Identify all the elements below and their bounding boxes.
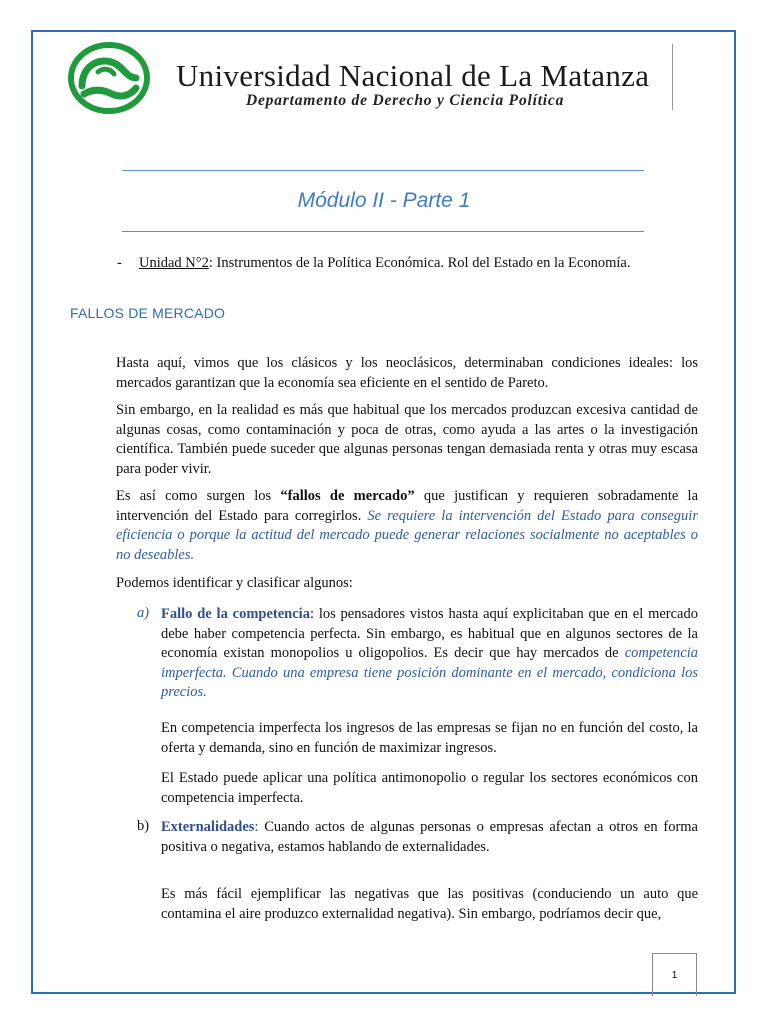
paragraph-3-emphasis: Se requiere la intervención del Estado para conseguir eficiencia o porque la actitud del mercado puede generar relaciones socialmente no aceptables o no deseables. [116, 507, 698, 563]
item-a-marker: a) [137, 605, 150, 621]
item-a-text-1: : los pensadores vistos hasta aquí explicitaban que en el mercado debe haber competencia perfecta. Sin embargo, es habitual que en algunos sectores de la economía existan monopolios u oligopolios. Es decir que hay mercados de [161, 606, 698, 661]
page-number: 1 [652, 953, 697, 996]
item-b-paragraph [161, 818, 698, 857]
item-a-text-2: . [223, 664, 232, 681]
paragraph-3-text-a: Es así como surgen los [116, 488, 281, 504]
paragraph-4: Podemos identificar y clasificar algunos: [116, 575, 353, 591]
unit-line [117, 255, 630, 272]
fallos-de-mercado-term: “fallos de mercado” [280, 488, 415, 504]
paragraph-1: Hasta aquí, vimos que los clásicos y los neoclásicos, determinaban condiciones ideales: los mercados garantizan que la economía sea eficiente en el sentido de Pareto. [116, 355, 698, 391]
paragraph-3-text-b: que justifican y requieren sobradamente la intervención del Estado para corregirlos. [116, 488, 699, 524]
item-b-marker: b) [137, 818, 150, 834]
paragraph-3 [116, 487, 698, 565]
item-a-title: Fallo de la competencia [161, 606, 310, 622]
item-a-emphasis-2: Cuando una empresa tiene posición dominante en el mercado, condiciona los precios. [161, 664, 698, 700]
item-a-paragraph [161, 605, 698, 703]
module-title: Módulo II - Parte 1 [297, 189, 471, 212]
paragraph-2: Sin embargo, en la realidad es más que habitual que los mercados produzcan excesiva cantidad de algunas cosas, como contaminación y poca de otras, como ayuda a las artes o la investigación científica. También puede suceder que algunas personas tengan demasiada renta y otras muy escasa para poder vivir. [116, 402, 698, 477]
university-name: Universidad Nacional de La Matanza [176, 58, 650, 93]
university-logo-icon [68, 42, 150, 114]
department-name: Departamento de Derecho y Ciencia Política [246, 92, 565, 109]
unit-bullet: - [117, 255, 122, 271]
item-b-paragraph-2: Es más fácil ejemplificar las negativas que las positivas (conduciendo un auto que contamina el aire produzco externalidad negativa). Sin embargo, podríamos decir que, [161, 886, 698, 922]
item-b-text-1: Cuando actos de algunas personas o empresas afectan a otros en forma positiva o negativa, estamos hablando de externalidades. [161, 819, 698, 855]
section-heading: FALLOS DE MERCADO [70, 305, 226, 321]
title-rule-bottom [122, 231, 644, 232]
item-b-colon: : [254, 819, 259, 835]
item-a-paragraph-2: En competencia imperfecta los ingresos de las empresas se fijan no en función del costo, la oferta y demanda, sino en función de maximizar ingresos. [161, 720, 698, 756]
title-rule-top [122, 170, 644, 171]
item-a-paragraph-3: El Estado puede aplicar una política antimonopolio o regular los sectores económicos con competencia imperfecta. [161, 770, 698, 806]
item-a-emphasis-1: competencia imperfecta [161, 645, 698, 681]
header-divider [672, 44, 673, 110]
unit-text: : Instrumentos de la Política Económica. Rol del Estado en la Economía. [208, 255, 631, 271]
item-b-title: Externalidades [161, 819, 255, 835]
unit-label: Unidad N°2 [139, 255, 209, 271]
